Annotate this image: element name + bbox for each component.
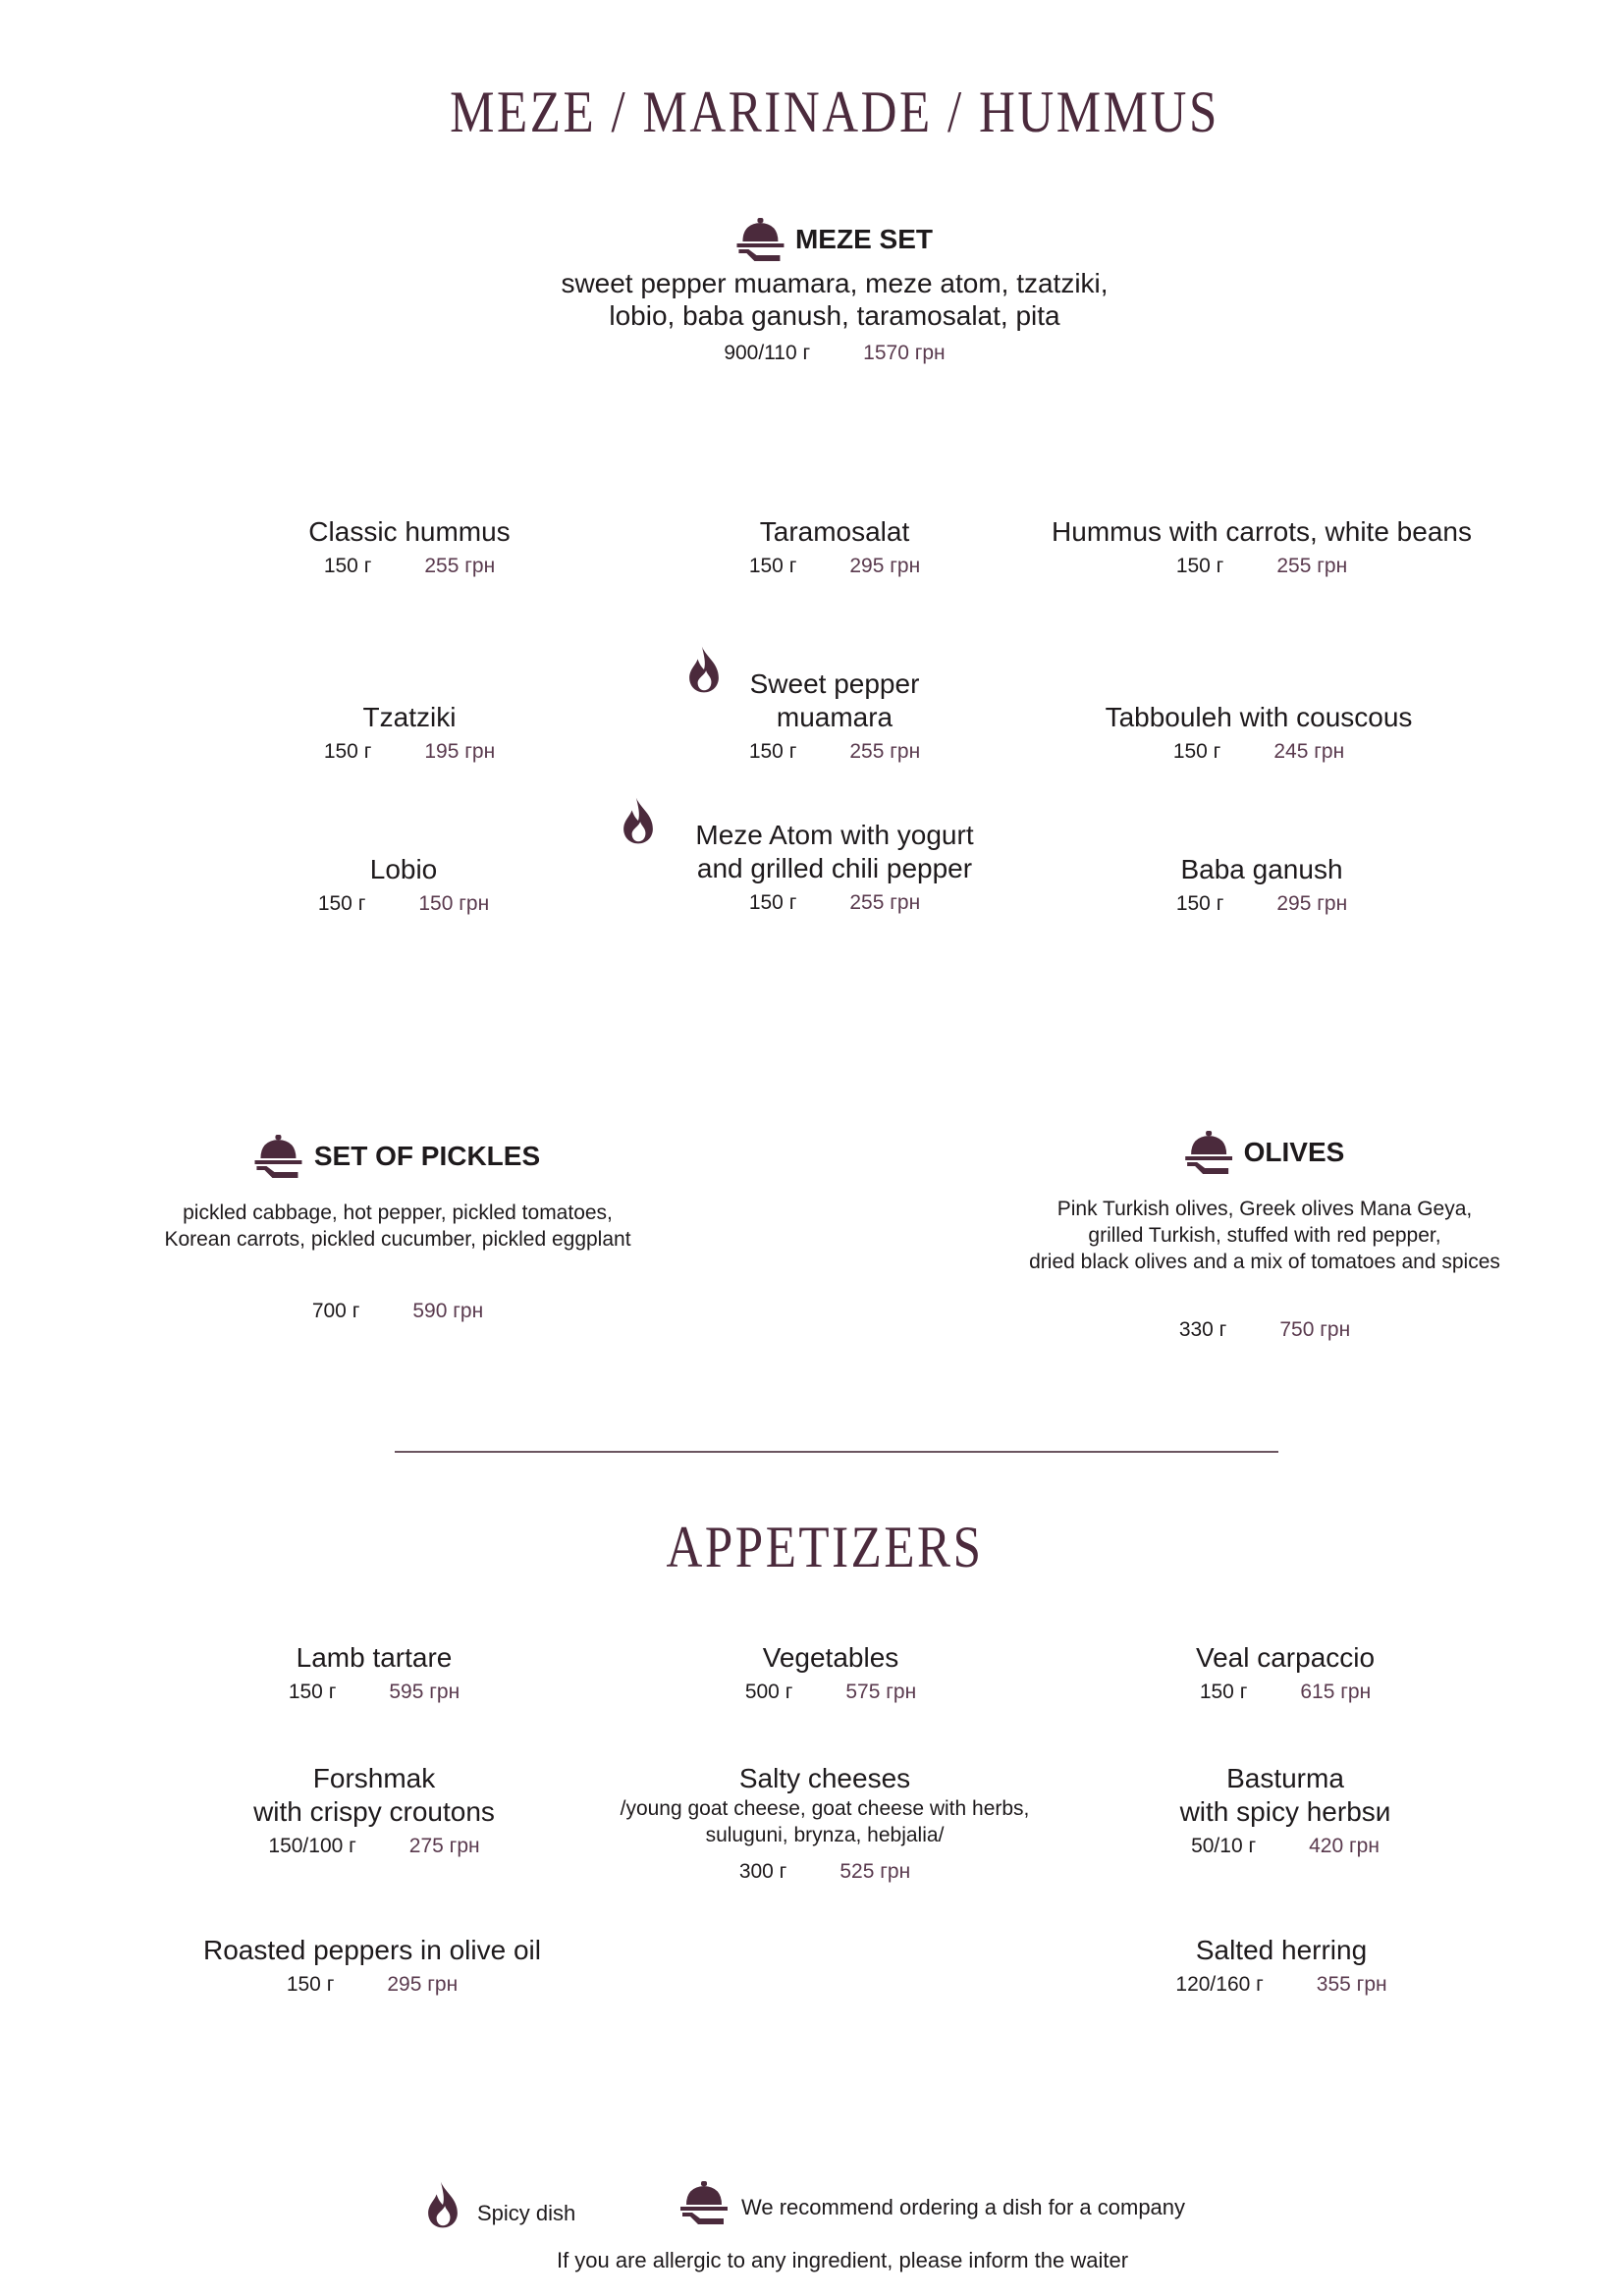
- price: 575 грн: [845, 1681, 917, 1703]
- price: 295 грн: [1276, 892, 1348, 915]
- menu-item: [1106, 701, 1413, 770]
- legend-spicy: [426, 2181, 575, 2228]
- weight: 150 г: [323, 740, 372, 763]
- menu-item: [749, 515, 920, 584]
- weight: 330 г: [1178, 1318, 1227, 1341]
- cloche-icon: [1185, 1131, 1232, 1174]
- section-title-appetizers: APPETIZERS: [666, 1515, 984, 1579]
- weight: 150 г: [1175, 555, 1224, 577]
- menu-item: [1196, 1641, 1375, 1710]
- item-name: Meze Atom with yogurt: [695, 820, 974, 850]
- item-name: with crispy croutons: [253, 1796, 495, 1827]
- price: 525 грн: [839, 1860, 911, 1883]
- meze-set-desc: sweet pepper muamara, meze atom, tzatziki,: [561, 268, 1109, 298]
- item-name: Basturma: [1226, 1763, 1344, 1793]
- allergy-note: If you are allergic to any ingredient, please inform the waiter: [556, 2248, 1129, 2272]
- olives-set: [1029, 1131, 1500, 1348]
- weight: 150 г: [1175, 892, 1224, 915]
- price: 245 грн: [1273, 740, 1345, 763]
- item-name: Tabbouleh with couscous: [1105, 702, 1413, 732]
- price: 150 грн: [418, 892, 490, 915]
- price: 595 грн: [389, 1681, 460, 1703]
- meze-set-title: MEZE SET: [794, 224, 933, 254]
- menu-item: [695, 819, 973, 921]
- legend-spicy-label: Spicy dish: [477, 2201, 576, 2225]
- weight: 500 г: [744, 1681, 793, 1703]
- menu-item: [745, 1641, 916, 1710]
- weight: 150/100 г: [268, 1835, 356, 1857]
- weight: 150 г: [317, 892, 366, 915]
- weight: 150 г: [748, 740, 797, 763]
- item-name: Vegetables: [762, 1642, 899, 1673]
- olives-desc: dried black olives and a mix of tomatoes and spices: [1029, 1251, 1500, 1273]
- price: 275 грн: [408, 1835, 480, 1857]
- menu-item: [749, 667, 920, 770]
- meze-set-desc: lobio, baba ganush, taramosalat, pita: [609, 300, 1060, 331]
- item-name: Salted herring: [1195, 1935, 1368, 1965]
- weight: 900/110 г: [724, 342, 811, 364]
- price: 255 грн: [849, 740, 921, 763]
- pickles-desc: Korean carrots, pickled cucumber, pickled eggplant: [164, 1228, 631, 1251]
- item-name: with spicy herbsи: [1179, 1796, 1391, 1827]
- item-name: Taramosalat: [759, 516, 910, 547]
- menu-item: [324, 701, 495, 770]
- weight: 150 г: [748, 891, 797, 914]
- menu-item: [318, 853, 489, 922]
- menu-item: [289, 1641, 460, 1710]
- price: 255 грн: [849, 891, 921, 914]
- cloche-icon: [736, 218, 784, 261]
- item-name: Tzatziki: [362, 702, 457, 732]
- price: 255 грн: [424, 555, 496, 577]
- item-desc: suluguni, brynza, hebjalia/: [705, 1824, 945, 1846]
- price: 195 грн: [424, 740, 496, 763]
- flame-icon: [426, 2181, 460, 2228]
- weight: 150 г: [288, 1681, 337, 1703]
- price: 750 грн: [1279, 1318, 1351, 1341]
- cloche-icon: [255, 1135, 302, 1178]
- price: 420 грн: [1309, 1835, 1380, 1857]
- olives-title: OLIVES: [1243, 1137, 1345, 1167]
- legend-company: [680, 2181, 1185, 2224]
- weight: 300 г: [738, 1860, 787, 1883]
- section-title-meze: MEZE / MARINADE / HUMMUS: [450, 80, 1219, 144]
- menu-item: [1180, 1762, 1391, 1864]
- price: 255 грн: [1276, 555, 1348, 577]
- menu-item: [308, 515, 510, 584]
- item-name: Sweet pepper: [749, 668, 920, 699]
- weight: 150 г: [323, 555, 372, 577]
- item-name: Lamb tartare: [296, 1642, 453, 1673]
- price: 295 грн: [387, 1973, 459, 1996]
- item-name: Roasted peppers in olive oil: [203, 1935, 541, 1965]
- item-name: Lobio: [369, 854, 438, 884]
- weight: 700 г: [311, 1300, 360, 1322]
- meze-set: [561, 218, 1108, 371]
- legend-company-label: We recommend ordering a dish for a company: [741, 2195, 1186, 2219]
- pickles-set: [164, 1135, 630, 1329]
- menu-item: [1176, 853, 1347, 922]
- pickles-desc: pickled cabbage, hot pepper, pickled tomatoes,: [183, 1201, 613, 1224]
- weight: 50/10 г: [1191, 1835, 1257, 1857]
- menu-item: [1052, 515, 1472, 584]
- flame-icon: [622, 797, 655, 844]
- weight: 150 г: [748, 555, 797, 577]
- menu-item: [253, 1762, 495, 1864]
- weight: 150 г: [1172, 740, 1221, 763]
- cloche-icon: [680, 2181, 728, 2224]
- olives-desc: Pink Turkish olives, Greek olives Mana Geya,: [1056, 1198, 1473, 1220]
- weight: 150 г: [286, 1973, 335, 1996]
- olives-desc: grilled Turkish, stuffed with red pepper,: [1088, 1224, 1441, 1247]
- weight: 150 г: [1199, 1681, 1248, 1703]
- item-name: Veal carpaccio: [1195, 1642, 1376, 1673]
- menu-item: [203, 1934, 541, 2002]
- item-name: muamara: [776, 702, 893, 732]
- price: 1570 грн: [863, 342, 946, 364]
- item-name: and grilled chili pepper: [696, 853, 973, 883]
- item-desc: /young goat cheese, goat cheese with herbs,: [620, 1797, 1030, 1820]
- section-divider: [395, 1451, 1278, 1453]
- item-name: Classic hummus: [308, 516, 511, 547]
- menu-item: [1175, 1934, 1386, 2002]
- price: 295 грн: [849, 555, 921, 577]
- item-name: Forshmak: [312, 1763, 436, 1793]
- item-name: Salty cheeses: [738, 1763, 911, 1793]
- price: 355 грн: [1316, 1973, 1387, 1996]
- price: 590 грн: [412, 1300, 484, 1322]
- flame-icon: [687, 646, 721, 693]
- menu-item: [621, 1762, 1030, 1890]
- weight: 120/160 г: [1175, 1973, 1264, 1996]
- pickles-title: SET OF PICKLES: [313, 1141, 541, 1171]
- item-name: Baba ganush: [1180, 854, 1343, 884]
- price: 615 грн: [1300, 1681, 1372, 1703]
- item-name: Hummus with carrots, white beans: [1052, 516, 1472, 547]
